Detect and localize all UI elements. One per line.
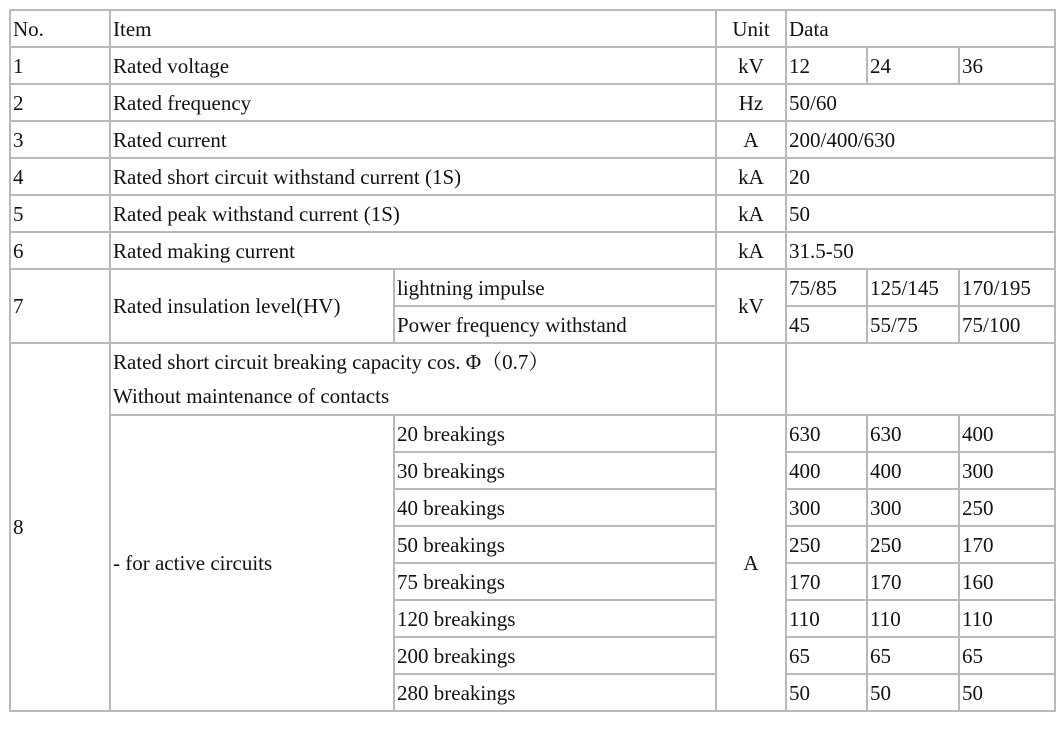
data-cell: 250 (786, 526, 867, 563)
row-item: Rated short circuit withstand current (1S) (110, 158, 716, 195)
table-row (10, 269, 1055, 306)
row-no: 6 (10, 232, 110, 269)
empty-unit-cell (716, 343, 786, 415)
sub-item-label: 200 breakings (394, 637, 716, 674)
row-no: 3 (10, 121, 110, 158)
sub-item-label: Power frequency withstand (394, 306, 716, 343)
header-data: Data (786, 10, 1055, 47)
data-cell: 65 (959, 637, 1055, 674)
header-item: Item (110, 10, 716, 47)
data-cell: 50 (786, 195, 1055, 232)
data-cell: 160 (959, 563, 1055, 600)
data-cell: 400 (867, 452, 959, 489)
sub-item-label: lightning impulse (394, 269, 716, 306)
table-row (10, 158, 1055, 195)
sub-item-label: 280 breakings (394, 674, 716, 711)
row-no: 5 (10, 195, 110, 232)
data-cell: 125/145 (867, 269, 959, 306)
spec-table (9, 9, 1056, 712)
data-cell: 50 (786, 674, 867, 711)
header-row (10, 10, 1055, 47)
data-cell: 75/85 (786, 269, 867, 306)
data-cell: 24 (867, 47, 959, 84)
data-cell: 170 (786, 563, 867, 600)
data-cell: 250 (867, 526, 959, 563)
data-cell: 630 (786, 415, 867, 452)
sub-item-label: 120 breakings (394, 600, 716, 637)
data-cell: 110 (867, 600, 959, 637)
data-cell: 300 (786, 489, 867, 526)
row-no: 4 (10, 158, 110, 195)
row-no: 8 (10, 343, 110, 711)
table-row (10, 232, 1055, 269)
data-cell: 75/100 (959, 306, 1055, 343)
row-unit: kA (716, 158, 786, 195)
row-no: 7 (10, 269, 110, 343)
row-unit: kV (716, 269, 786, 343)
sub-item-label: 30 breakings (394, 452, 716, 489)
data-cell: 250 (959, 489, 1055, 526)
row-unit: kV (716, 47, 786, 84)
row-item: Rated current (110, 121, 716, 158)
row-no: 1 (10, 47, 110, 84)
data-cell: 12 (786, 47, 867, 84)
sub-item-group-label: - for active circuits (110, 415, 394, 711)
data-cell: 31.5-50 (786, 232, 1055, 269)
data-cell: 65 (867, 637, 959, 674)
header-no: No. (10, 10, 110, 47)
row-item: Rated frequency (110, 84, 716, 121)
row-item: Rated making current (110, 232, 716, 269)
row-unit: Hz (716, 84, 786, 121)
row-unit: A (716, 121, 786, 158)
data-cell: 400 (959, 415, 1055, 452)
data-cell: 630 (867, 415, 959, 452)
table-row (10, 343, 1055, 415)
breaking-capacity-note (110, 343, 716, 415)
data-cell: 65 (786, 637, 867, 674)
row-item: Rated voltage (110, 47, 716, 84)
table-row (10, 415, 1055, 452)
data-cell: 170 (959, 526, 1055, 563)
table-row (10, 195, 1055, 232)
table-row (10, 84, 1055, 121)
data-cell: 300 (959, 452, 1055, 489)
sub-item-label: 40 breakings (394, 489, 716, 526)
row-unit: kA (716, 195, 786, 232)
data-cell: 36 (959, 47, 1055, 84)
row-unit: A (716, 415, 786, 711)
note-line-2: Without maintenance of contacts (113, 384, 390, 408)
data-cell: 55/75 (867, 306, 959, 343)
data-cell: 110 (959, 600, 1055, 637)
data-cell: 45 (786, 306, 867, 343)
sub-item-label: 50 breakings (394, 526, 716, 563)
table-row (10, 121, 1055, 158)
data-cell: 50 (959, 674, 1055, 711)
data-cell: 170/195 (959, 269, 1055, 306)
header-unit: Unit (716, 10, 786, 47)
data-cell: 110 (786, 600, 867, 637)
row-unit: kA (716, 232, 786, 269)
data-cell: 170 (867, 563, 959, 600)
data-cell: 300 (867, 489, 959, 526)
row-item: Rated insulation level(HV) (110, 269, 394, 343)
table-row (10, 47, 1055, 84)
note-line-1: Rated short circuit breaking capacity cos. Φ（0.7） (113, 350, 550, 374)
empty-data-cell (786, 343, 1055, 415)
data-cell: 50 (867, 674, 959, 711)
data-cell: 200/400/630 (786, 121, 1055, 158)
row-item: Rated peak withstand current (1S) (110, 195, 716, 232)
data-cell: 50/60 (786, 84, 1055, 121)
data-cell: 400 (786, 452, 867, 489)
data-cell: 20 (786, 158, 1055, 195)
sub-item-label: 75 breakings (394, 563, 716, 600)
sub-item-label: 20 breakings (394, 415, 716, 452)
row-no: 2 (10, 84, 110, 121)
